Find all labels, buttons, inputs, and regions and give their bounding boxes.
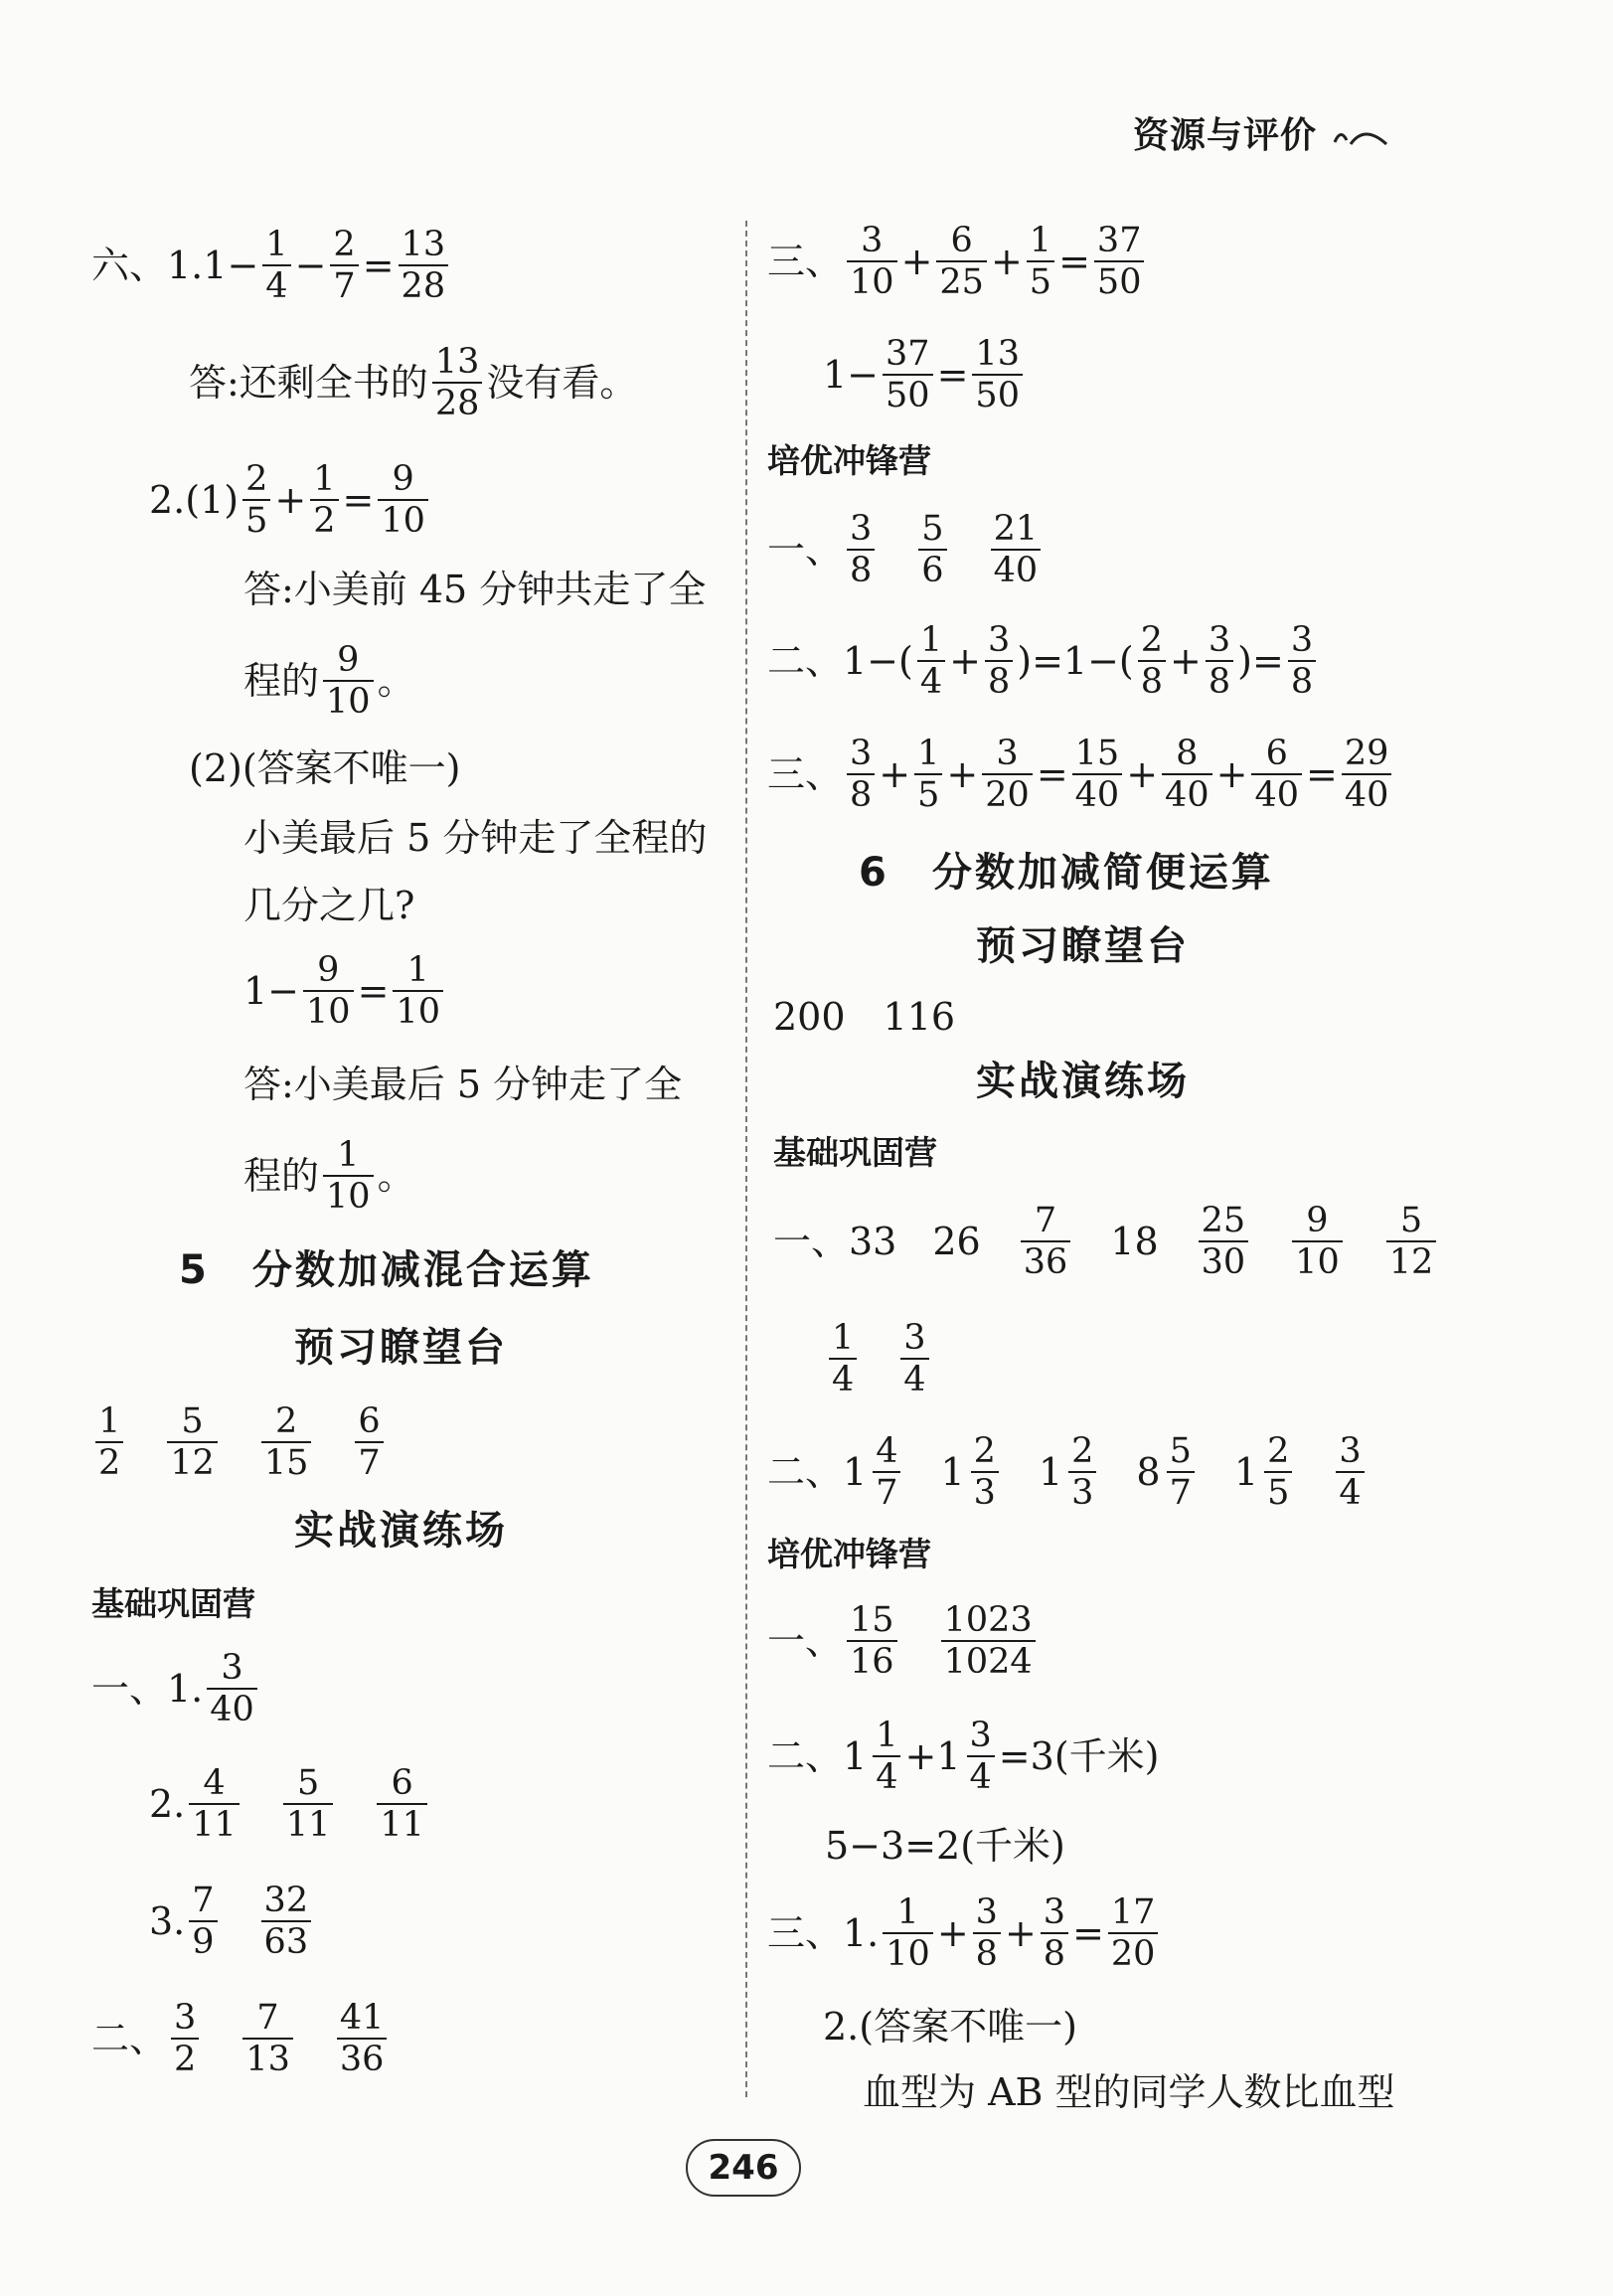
operand: 1 [203, 244, 228, 287]
label: 二、1−( [767, 639, 913, 683]
text: 小美最后 5 分钟走了全程的 [243, 816, 708, 860]
fraction [883, 334, 933, 416]
section-6-title: 6 分数加减简便运算 [859, 850, 1274, 896]
text: 没有看。 [486, 361, 638, 405]
label: 三、1. [767, 1911, 880, 1955]
fraction [189, 1763, 240, 1846]
fraction [189, 1881, 217, 1963]
num: 3 [996, 733, 1019, 773]
num: 13 [975, 333, 1020, 374]
num: 15 [1074, 733, 1120, 773]
left-ans2b [243, 636, 415, 726]
num: 3 [850, 733, 873, 773]
left-ans3b [243, 1131, 415, 1221]
fraction [883, 1892, 933, 1975]
preview-heading-right: 预习瞭望台 [976, 923, 1190, 969]
den: 5 [1264, 1471, 1292, 1513]
label: 二、 [767, 1450, 844, 1494]
den: 2 [95, 1441, 123, 1483]
text: =3(千米) [998, 1734, 1160, 1778]
num: 1 [1029, 220, 1052, 260]
num: 13 [434, 341, 480, 382]
num: 2 [245, 458, 268, 499]
right-c3c: 血型为 AB 型的同学人数比血型 [863, 2070, 1395, 2114]
fraction [1021, 1201, 1071, 1283]
right-b2 [767, 1427, 1369, 1517]
num: 1 [313, 458, 336, 499]
fraction [378, 459, 428, 542]
text: (2)(答案不唯一) [189, 746, 461, 790]
label: 六、1. [91, 244, 204, 287]
mixed-number [1234, 1431, 1296, 1514]
fraction [1094, 221, 1145, 303]
num: 3 [1208, 619, 1231, 660]
num: 1 [896, 1891, 919, 1932]
den: 40 [1162, 773, 1212, 815]
fraction [1162, 734, 1212, 816]
num: 3 [850, 508, 873, 549]
num: 1 [98, 1400, 121, 1441]
den: 36 [337, 2038, 388, 2079]
whole: 1 [936, 1734, 961, 1778]
den: 40 [1072, 773, 1123, 815]
den: 8 [985, 660, 1013, 702]
num: 3 [903, 1317, 926, 1358]
num: 5 [921, 508, 944, 549]
fraction [1041, 1892, 1068, 1975]
value: 18 [1110, 1220, 1159, 1263]
den: 10 [393, 990, 443, 1032]
advance-heading-2: 培优冲锋营 [767, 1534, 931, 1573]
left-b2 [149, 1759, 431, 1849]
fraction [900, 1318, 928, 1400]
left-qtext2 [243, 881, 414, 930]
whole: 1 [940, 1450, 965, 1494]
left-b3 [149, 1877, 315, 1966]
den: 2 [310, 499, 338, 541]
den: 4 [829, 1358, 857, 1399]
fraction [847, 1600, 897, 1683]
den: 13 [242, 2038, 293, 2079]
den: 4 [900, 1358, 928, 1399]
mixed-number [940, 1431, 1002, 1514]
left-b4 [91, 1994, 391, 2083]
den: 36 [1021, 1240, 1071, 1282]
fraction [303, 950, 354, 1033]
den: 4 [1336, 1471, 1364, 1513]
label: 2. [149, 1782, 186, 1826]
num: 1 [337, 1134, 360, 1175]
den: 40 [1342, 773, 1392, 815]
mixed-number [1039, 1431, 1100, 1514]
right-c2b: 5−3=2(千米) [825, 1824, 1065, 1868]
fraction [261, 1881, 312, 1963]
den: 7 [873, 1471, 900, 1513]
text: 程的 [243, 1154, 320, 1198]
fraction [1251, 734, 1302, 816]
den: 50 [972, 374, 1023, 415]
num: 2 [274, 1400, 298, 1441]
label: 一、1. [91, 1667, 204, 1711]
den: 15 [261, 1441, 312, 1483]
num: 2 [973, 1430, 996, 1471]
den: 11 [283, 1803, 334, 1845]
fraction [1206, 620, 1233, 703]
fraction [393, 950, 443, 1033]
num: 5 [1399, 1200, 1423, 1240]
fraction [1199, 1201, 1249, 1283]
column-divider [745, 221, 747, 2097]
fraction [847, 221, 897, 303]
fraction [918, 509, 946, 591]
left-ans1 [189, 338, 637, 427]
den: 10 [1292, 1240, 1343, 1282]
num: 1 [917, 733, 940, 773]
fraction [936, 221, 987, 303]
den: 30 [1199, 1240, 1249, 1282]
left-qtext1 [243, 813, 707, 863]
fraction [1108, 1892, 1159, 1975]
num: 6 [358, 1400, 381, 1441]
fraction [337, 1998, 388, 2080]
label: 3. [149, 1899, 186, 1943]
den: 6 [918, 549, 946, 590]
fraction [991, 509, 1042, 591]
den: 10 [883, 1932, 933, 1974]
text: )=1−( [1017, 639, 1134, 683]
den: 12 [167, 1441, 218, 1483]
den: 10 [323, 1175, 374, 1217]
den: 8 [847, 549, 875, 590]
num: 6 [391, 1762, 413, 1803]
num: 5 [181, 1400, 204, 1441]
den: 3 [971, 1471, 999, 1513]
den: 7 [330, 264, 358, 306]
label: 三、 [767, 240, 844, 283]
num: 7 [256, 1997, 279, 2038]
num: 3 [969, 1715, 992, 1755]
fraction [283, 1763, 334, 1846]
right-c3: 三、1. $\frac{1}{10}$ + $\frac{3}{8}$ + $\frac{3}{8}$ = $\frac{17}{20}$ [767, 1888, 1162, 1978]
fraction [829, 1318, 857, 1400]
den: 7 [1167, 1471, 1195, 1513]
num: 2 [333, 224, 356, 264]
num: 5 [296, 1762, 320, 1803]
num: 32 [263, 1880, 309, 1920]
den: 10 [847, 260, 897, 302]
header-title: 资源与评价 [1133, 115, 1318, 156]
right-q3b: 1− $\frac{37}{50}$ = $\frac{13}{50}$ [823, 330, 1027, 419]
num: 15 [850, 1599, 894, 1640]
num: 25 [1201, 1200, 1246, 1240]
fraction [330, 225, 358, 307]
den: 11 [189, 1803, 240, 1845]
fraction [1072, 734, 1123, 816]
den: 5 [1027, 260, 1054, 302]
den: 8 [1041, 1932, 1068, 1974]
text: 。 [377, 659, 415, 703]
den: 50 [883, 374, 933, 415]
fraction [985, 620, 1013, 703]
right-q3: 三、 $\frac{3}{10}$ + $\frac{6}{25}$ + $\frac{1}{5}$ = $\frac{37}{50}$ [767, 217, 1148, 306]
num: 5 [1169, 1430, 1192, 1471]
fraction [941, 1600, 1036, 1683]
fraction [1292, 1201, 1343, 1283]
den: 8 [1138, 660, 1166, 702]
left-preview-fracs [91, 1397, 388, 1487]
right-c2: 二、 1 $\frac{1}{4}$ + 1 $\frac{3}{4}$ =3(千米) [767, 1715, 1160, 1797]
den: 10 [378, 499, 428, 541]
right-c3b: 2.(答案不唯一) [823, 2005, 1077, 2049]
fraction [972, 334, 1023, 416]
right-preview-values: 200 116 [773, 995, 956, 1039]
num: 3 [975, 1891, 998, 1932]
den: 3 [1068, 1471, 1096, 1513]
den: 4 [917, 660, 945, 702]
num: 1 [919, 619, 943, 660]
mixed-number [843, 1716, 904, 1798]
fraction [95, 1401, 123, 1484]
num: 6 [950, 220, 973, 260]
left-q6-1: 六、1. 1 − $\frac{1}{4}$ − $\frac{2}{7}$ = $\frac{13}{28}$ [91, 221, 452, 310]
num: 13 [401, 224, 446, 264]
fraction [1336, 1431, 1364, 1514]
fraction [323, 640, 374, 723]
num: 9 [317, 949, 340, 990]
num: 3 [1290, 619, 1314, 660]
num: 4 [203, 1762, 226, 1803]
num: 37 [1096, 220, 1142, 260]
basic-heading-right: 基础巩固营 [773, 1132, 937, 1172]
den: 8 [1206, 660, 1233, 702]
den: 28 [399, 264, 449, 306]
right-a2: 二、1−( $\frac{1}{4}$ + $\frac{3}{8}$ )=1−( $\frac{2}{8}$ + $\frac{3}{8}$ )= $\frac{3}{8}$ [767, 616, 1320, 706]
label: 二、 [91, 2017, 168, 2060]
num: 1 [876, 1715, 898, 1755]
den: 5 [914, 773, 942, 815]
num: 3 [174, 1997, 197, 2038]
label: 2.(1) [149, 478, 240, 522]
den: 4 [262, 264, 290, 306]
advance-heading-1: 培优冲锋营 [767, 440, 931, 480]
practice-heading-left: 实战演练场 [294, 1508, 508, 1554]
num: 3 [1339, 1430, 1362, 1471]
den: 40 [1251, 773, 1302, 815]
right-c1 [767, 1596, 1040, 1686]
practice-heading-right: 实战演练场 [976, 1059, 1190, 1104]
den: 40 [207, 1688, 257, 1729]
text: 答:小美前 45 分钟共走了全 [243, 568, 707, 611]
den: 63 [261, 1920, 312, 1962]
fraction [1027, 221, 1054, 303]
fraction [399, 225, 449, 307]
fraction [167, 1401, 218, 1484]
fraction [242, 1998, 293, 2080]
right-b1 [773, 1197, 1440, 1286]
num: 17 [1110, 1891, 1156, 1932]
den: 11 [377, 1803, 427, 1845]
fraction [377, 1763, 427, 1846]
num: 1 [832, 1317, 855, 1358]
den: 5 [242, 499, 270, 541]
num: 9 [392, 458, 414, 499]
den: 12 [1386, 1240, 1437, 1282]
left-ans2a [243, 565, 706, 614]
den: 20 [982, 773, 1033, 815]
den: 4 [967, 1755, 995, 1797]
text: 答:小美最后 5 分钟走了全 [243, 1063, 683, 1106]
label: 一、 [767, 528, 844, 572]
label: 一、 [767, 1619, 844, 1663]
preview-heading-left: 预习瞭望台 [294, 1325, 508, 1371]
den: 1024 [941, 1640, 1036, 1682]
num: 21 [993, 508, 1039, 549]
num: 2 [1140, 619, 1164, 660]
fraction [847, 734, 875, 816]
fraction [1138, 620, 1166, 703]
value: 26 [932, 1220, 981, 1263]
num: 3 [861, 220, 884, 260]
fraction [262, 225, 290, 307]
left-ans3a [243, 1060, 682, 1109]
fraction [847, 509, 875, 591]
left-q6-2-2 [189, 743, 460, 793]
left-calc3: 1− $\frac{9}{10}$ = $\frac{1}{10}$ [243, 946, 447, 1036]
num: 37 [886, 333, 930, 374]
mixed-number [936, 1716, 998, 1798]
den: 10 [303, 990, 354, 1032]
num: 29 [1344, 733, 1389, 773]
num: 7 [192, 1880, 215, 1920]
text: 几分之几? [243, 884, 415, 927]
den: 8 [973, 1932, 1001, 1974]
den: 20 [1108, 1932, 1159, 1974]
den: 9 [189, 1920, 217, 1962]
den: 2 [171, 2038, 199, 2079]
whole: 1 [1038, 1450, 1063, 1494]
whole: 1 [1233, 1450, 1259, 1494]
num: 41 [339, 1997, 385, 2038]
section-5-title: 5 分数加减混合运算 [179, 1247, 594, 1293]
right-a3: 三、 $\frac{3}{8}$ + $\frac{1}{5}$ + $\frac{3}{20}$ = $\frac{15}{40}$ + $\frac{8}{40}$ + $\frac{6}{40}$ = $\frac{29}{40}$ [767, 730, 1395, 819]
den: 25 [936, 260, 987, 302]
den: 4 [873, 1755, 900, 1797]
fraction [1342, 734, 1392, 816]
num: 3 [221, 1647, 243, 1688]
num: 4 [876, 1430, 898, 1471]
basic-heading-left: 基础巩固营 [91, 1583, 255, 1623]
den: 8 [847, 773, 875, 815]
den: 28 [432, 382, 483, 423]
label: 一、33 [773, 1220, 897, 1263]
num: 6 [1265, 733, 1288, 773]
num: 3 [987, 619, 1011, 660]
num: 2 [1267, 1430, 1290, 1471]
mixed-number [1136, 1431, 1198, 1514]
whole: 1 [843, 1450, 868, 1494]
left-q6-2: 2.(1) $\frac{2}{5}$ + $\frac{1}{2}$ = $\frac{9}{10}$ [149, 455, 432, 545]
num: 8 [1176, 733, 1199, 773]
num: 9 [337, 639, 360, 680]
mixed-number [843, 1431, 904, 1514]
fraction [1288, 620, 1316, 703]
num: 1023 [943, 1599, 1033, 1640]
text: 。 [377, 1154, 415, 1198]
num: 1 [406, 949, 429, 990]
fraction [323, 1135, 374, 1218]
den: 16 [847, 1640, 897, 1682]
whole: 8 [1136, 1450, 1161, 1494]
den: 7 [355, 1441, 383, 1483]
text: 程的 [243, 659, 320, 703]
fraction [242, 459, 270, 542]
num: 7 [1034, 1200, 1057, 1240]
fraction [914, 734, 942, 816]
fraction [355, 1401, 383, 1484]
den: 10 [323, 680, 374, 722]
den: 50 [1094, 260, 1145, 302]
fraction [1386, 1201, 1437, 1283]
fraction [973, 1892, 1001, 1975]
den: 40 [991, 549, 1042, 590]
fraction [171, 1998, 199, 2080]
fraction [207, 1648, 257, 1730]
text: 答:还剩全书的 [189, 361, 428, 405]
fraction [310, 459, 338, 542]
fraction [917, 620, 945, 703]
page-header [1133, 107, 1390, 158]
den: 8 [1288, 660, 1316, 702]
fraction [982, 734, 1033, 816]
label: 二、 [767, 1734, 844, 1778]
num: 2 [1071, 1430, 1094, 1471]
num: 1 [265, 224, 288, 264]
left-b1 [91, 1644, 261, 1733]
label: 三、 [767, 752, 844, 796]
decorative-bird-icon [1331, 122, 1390, 152]
fraction [432, 342, 483, 424]
right-a1 [767, 505, 1045, 594]
whole: 1 [843, 1734, 868, 1778]
num: 3 [1043, 1891, 1066, 1932]
page-number: 246 [686, 2139, 801, 2197]
right-b1b [825, 1314, 933, 1403]
num: 9 [1306, 1200, 1329, 1240]
fraction [261, 1401, 312, 1484]
